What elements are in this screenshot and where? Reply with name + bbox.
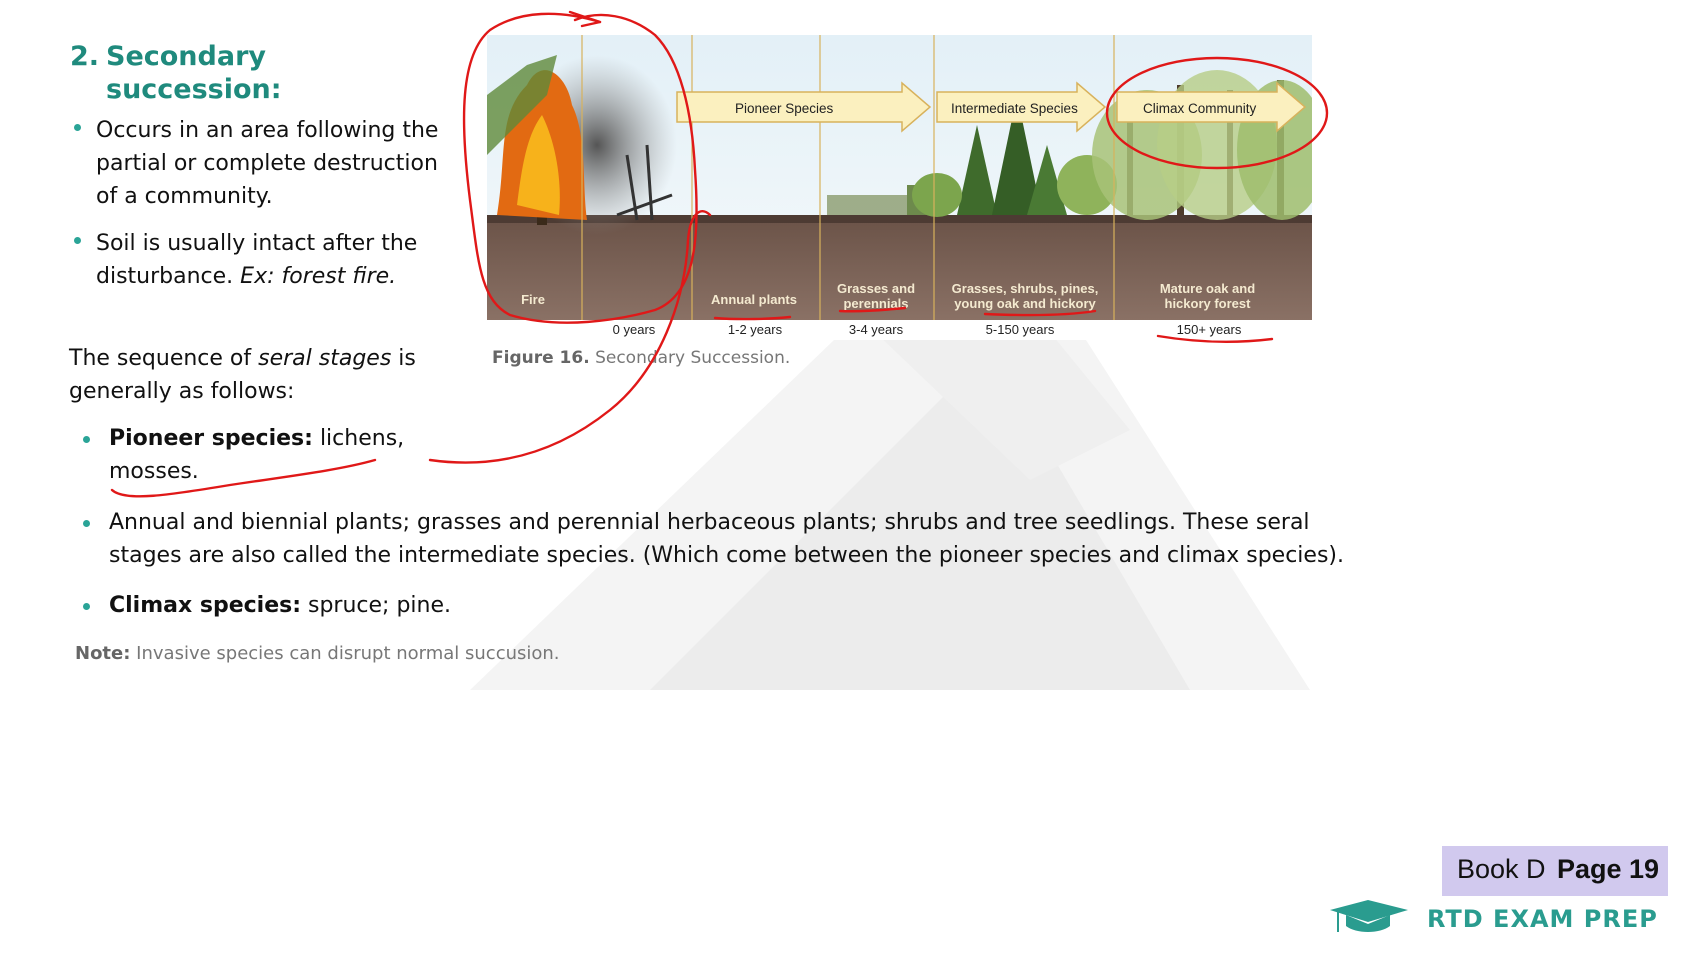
stage-intermediate	[109, 506, 1359, 572]
bullet-soil	[96, 227, 466, 293]
stage-label-fire: Fire	[521, 292, 545, 307]
caption-label: Figure 16.	[492, 348, 590, 368]
stage-label-grasses: Grasses and perennials	[836, 281, 916, 311]
arrow-pioneer: Pioneer Species	[735, 101, 834, 116]
section-heading	[70, 40, 282, 106]
stage-label-annual: Annual plants	[711, 292, 797, 307]
seq-after: is generally as follows:	[69, 346, 416, 404]
bullet-dot	[83, 603, 90, 610]
stage-intermediate-text: Annual and biennial plants; grasses and perennial herbaceous plants; shrubs and tree seedlings. These seral stages are also called the intermediate species. (Which come between the pioneer species and climax species).	[109, 510, 1344, 568]
stage-pioneer-text: lichens, mosses.	[109, 426, 405, 484]
note-text: Invasive species can disrupt normal succusion.	[130, 643, 560, 664]
bullet-occurs: Occurs in an area following the partial or complete destruction of a community.	[96, 118, 439, 209]
seq-italic: seral stages	[258, 346, 392, 371]
heading-line2: succession:	[106, 74, 282, 105]
heading-line1: Secondary	[106, 41, 266, 72]
caption-text: Secondary Succession.	[589, 348, 791, 368]
stage-climax	[109, 589, 909, 622]
bullet-dot	[83, 436, 90, 443]
bullet-dot	[83, 520, 90, 527]
years-1: 1-2 years	[727, 322, 783, 337]
arrow-intermediate: Intermediate Species	[951, 101, 1078, 116]
years-4: 150+ years	[1176, 322, 1242, 337]
stage-climax-text: spruce; pine.	[301, 593, 452, 618]
seq-before: The sequence of	[69, 346, 259, 371]
stage-climax-label: Climax species:	[109, 593, 302, 618]
stage-label-mature: Mature oak and hickory forest	[1159, 281, 1256, 311]
bullet-dot	[74, 124, 81, 131]
stage-pioneer-label: Pioneer species:	[109, 426, 313, 451]
soil-text: Soil is usually intact after the disturbance.	[96, 231, 418, 289]
note-label: Note:	[75, 643, 131, 664]
stage-label-shrubs: Grasses, shrubs, pines, young oak and hickory	[951, 281, 1099, 311]
figure-caption	[492, 348, 790, 368]
soil-example: Ex: forest fire.	[240, 264, 397, 289]
page-indicator	[1442, 846, 1668, 896]
stage-pioneer	[109, 422, 439, 488]
bullet-dot	[74, 237, 81, 244]
years-3: 5-150 years	[985, 322, 1055, 337]
years-2: 3-4 years	[848, 322, 904, 337]
book-label: Book D	[1457, 854, 1546, 884]
brand-logo-text: RTD EXAM PREP	[1427, 905, 1658, 933]
arrow-climax: Climax Community	[1143, 101, 1257, 116]
page-label: Page 19	[1557, 854, 1660, 884]
graduation-cap-icon	[1328, 898, 1410, 938]
heading-number: 2.	[70, 41, 100, 72]
years-0: 0 years	[612, 322, 656, 337]
note	[75, 643, 560, 664]
sequence-intro	[69, 342, 449, 408]
